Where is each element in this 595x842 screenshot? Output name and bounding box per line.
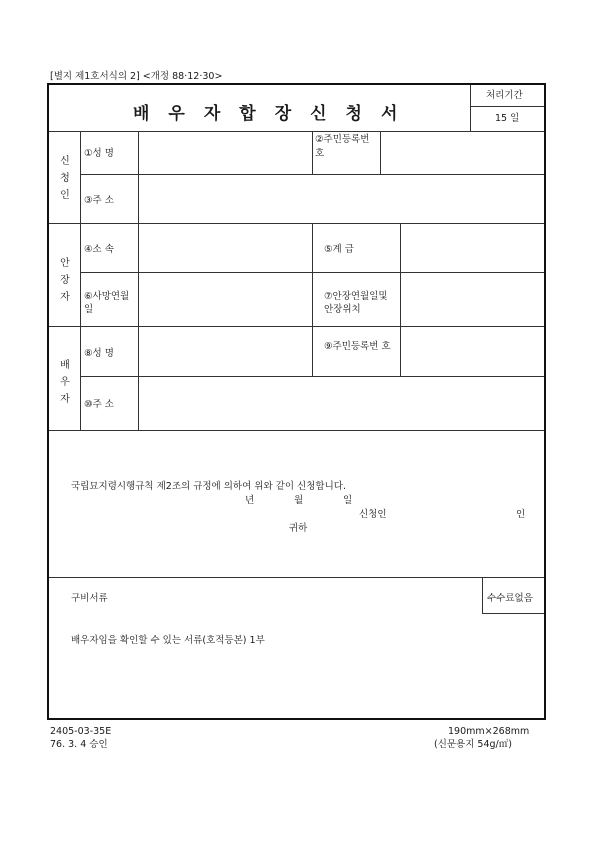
paper-size: 190mm×268mm (448, 726, 530, 737)
approval-date: 76. 3. 4 승인 (50, 739, 108, 750)
date-year: 년 (245, 495, 255, 506)
form-code: 2405-03-35E (50, 726, 112, 737)
processing-period-label: 처리기간 (486, 90, 523, 101)
applicant-section-label: 신청인 (60, 156, 70, 201)
spouse-rrn-label: ⑨주민등록번 호 (324, 341, 391, 352)
date-month: 월 (294, 495, 304, 506)
required-document-item: 배우자임을 확인할 수 있는 서류(호적등본) 1부 (71, 635, 265, 646)
form-number-note: [별지 제1호서식의 2] <개정 88·12·30> (50, 71, 223, 82)
death-date-label: ⑥사망연월일 (84, 291, 130, 315)
deceased-section-label: 안장자 (60, 258, 70, 303)
processing-period-value: 15 일 (495, 113, 520, 124)
spouse-section-label: 배우자 (60, 360, 70, 405)
seal-mark: 인 (516, 509, 526, 520)
applicant-name-label: ①성 명 (84, 148, 114, 159)
rank-label: ⑤계 급 (324, 244, 354, 255)
spouse-name-label: ⑧성 명 (84, 348, 114, 359)
applicant-sign-label: 신청인 (359, 509, 387, 520)
declaration-text: 국립묘지령시행규칙 제2조의 규정에 의하여 위와 같이 신청합니다. (71, 481, 346, 492)
paper-type: (신문용지 54g/㎡) (434, 739, 512, 750)
applicant-address-label: ③주 소 (84, 195, 114, 206)
addressee-label: 귀하 (289, 523, 308, 534)
burial-info-label: ⑦안장연월일및안장위치 (324, 291, 388, 315)
applicant-rrn-label: ②주민등록번 호 (315, 134, 370, 159)
required-documents-label: 구비서류 (71, 593, 108, 604)
form-title: 배우자합장신청서 (133, 104, 417, 124)
fee-label: 수수료없음 (487, 593, 533, 604)
date-day: 일 (343, 495, 353, 506)
spouse-address-label: ⑩주 소 (84, 399, 114, 410)
application-form (47, 83, 546, 720)
affiliation-label: ④소 속 (84, 244, 114, 255)
